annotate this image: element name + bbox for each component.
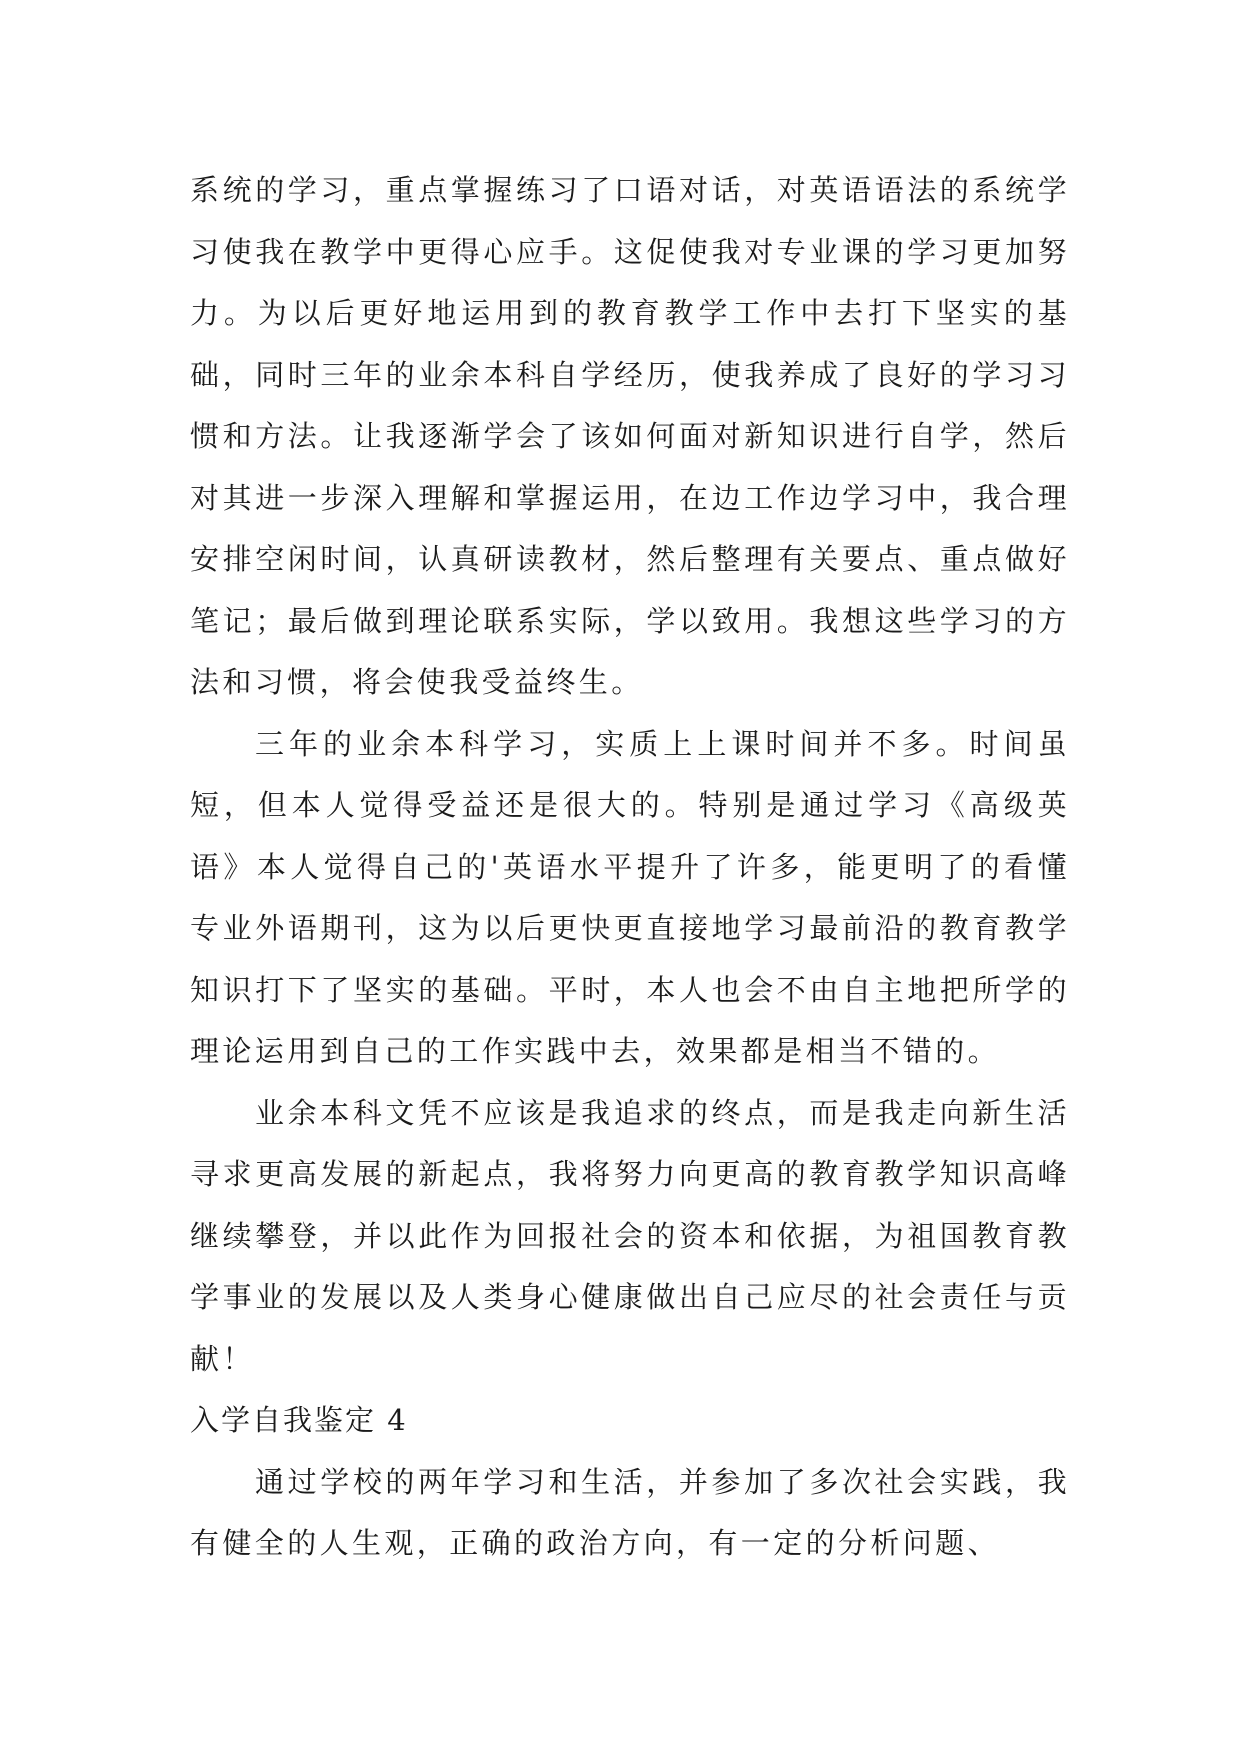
document-body	[190, 160, 1070, 1575]
paragraph-undergraduate-study: 三年的业余本科学习，实质上上课时间并不多。时间虽短，但本人觉得受益还是很大的。特别是通过学习《高级英语》本人觉得自己的'英语水平提升了许多，能更明了的看懂专业外语期刊，这为以后更快更直接地学习最前沿的教育教学知识打下了坚实的基础。平时，本人也会不由自主地把所学的理论运用到自己的工作实践中去，效果都是相当不错的。	[190, 726, 1070, 1068]
paragraph-self-assessment: 通过学校的两年学习和生活，并参加了多次社会实践，我有健全的人生观，正确的政治方向，有一定的分析问题、	[190, 1464, 1070, 1560]
paragraph-study-habits: 系统的学习，重点掌握练习了口语对话，对英语语法的系统学习使我在教学中更得心应手。这促使我对专业课的学习更加努力。为以后更好地运用到的教育教学工作中去打下坚实的基础，同时三年的业余本科自学经历，使我养成了良好的学习习惯和方法。让我逐渐学会了该如何面对新知识进行自学，然后对其进一步深入理解和掌握运用，在边工作边学习中，我合理安排空闲时间，认真研读教材，然后整理有关要点、重点做好笔记；最后做到理论联系实际，学以致用。我想这些学习的方法和习惯，将会使我受益终生。	[190, 173, 1070, 699]
section-heading: 入学自我鉴定 4	[190, 1403, 408, 1437]
paragraph-new-starting-point: 业余本科文凭不应该是我追求的终点，而是我走向新生活寻求更高发展的新起点，我将努力向更高的教育教学知识高峰继续攀登，并以此作为回报社会的资本和依据，为祖国教育教学事业的发展以及人类身心健康做出自己应尽的社会责任与贡献！	[190, 1095, 1070, 1376]
